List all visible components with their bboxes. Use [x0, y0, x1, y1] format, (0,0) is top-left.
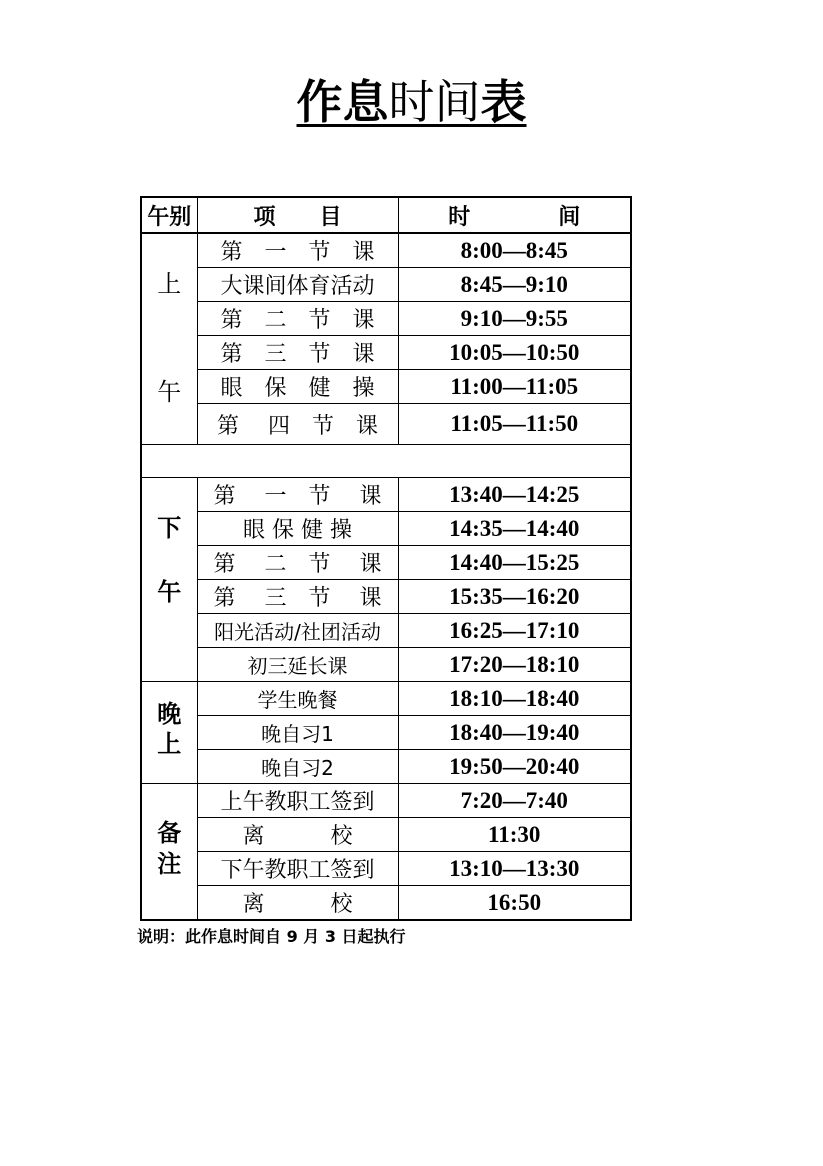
table-row	[141, 886, 631, 921]
period-char: 备	[157, 817, 182, 847]
table-row	[141, 268, 631, 302]
table-row	[141, 682, 631, 716]
schedule-table	[140, 196, 632, 921]
table-row	[141, 512, 631, 546]
table-row	[141, 818, 631, 852]
table-row	[141, 784, 631, 818]
table-row	[141, 580, 631, 614]
item-cell: 晚自习2	[197, 750, 398, 784]
header-period: 午别	[141, 197, 197, 233]
spacer-cell	[141, 445, 631, 478]
item-cell: 阳光活动/社团活动	[197, 614, 398, 648]
item-cell: 离 校	[197, 818, 398, 852]
page-title	[0, 72, 823, 132]
period-afternoon	[141, 478, 197, 682]
table-row	[141, 750, 631, 784]
time-cell: 13:10—13:30	[398, 852, 631, 886]
period-char: 午	[157, 576, 182, 606]
period-char: 下	[157, 512, 182, 542]
table-row	[141, 852, 631, 886]
time-cell: 7:20—7:40	[398, 784, 631, 818]
item-cell: 初三延长课	[197, 648, 398, 682]
item-cell: 第 三 节 课	[197, 580, 398, 614]
table-row	[141, 478, 631, 512]
period-char: 注	[157, 848, 182, 878]
period-char: 晚	[157, 698, 182, 728]
time-cell: 14:35—14:40	[398, 512, 631, 546]
table-row	[141, 648, 631, 682]
time-cell: 11:00—11:05	[398, 370, 631, 404]
item-cell: 第 一 节 课	[197, 478, 398, 512]
header-row	[141, 197, 631, 233]
table-row	[141, 716, 631, 750]
table-row	[141, 546, 631, 580]
table-row	[141, 370, 631, 404]
period-notes	[141, 784, 197, 921]
item-cell: 第 一 节 课	[197, 233, 398, 268]
time-cell: 19:50—20:40	[398, 750, 631, 784]
item-cell: 下午教职工签到	[197, 852, 398, 886]
spacer-row	[141, 445, 631, 478]
time-cell: 11:05—11:50	[398, 404, 631, 445]
period-char: 午	[157, 378, 182, 406]
time-cell: 18:40—19:40	[398, 716, 631, 750]
time-cell: 14:40—15:25	[398, 546, 631, 580]
item-cell: 晚自习1	[197, 716, 398, 750]
period-char: 上	[157, 728, 182, 758]
table-row	[141, 336, 631, 370]
table-row	[141, 302, 631, 336]
item-cell: 离 校	[197, 886, 398, 921]
footer-note: 说明：此作息时间自 9 月 3 日起执行	[137, 927, 406, 946]
item-cell: 大课间体育活动	[197, 268, 398, 302]
period-morning	[141, 233, 197, 445]
title-part-2: 时间	[388, 75, 481, 129]
title-part-3: 表	[480, 75, 527, 129]
time-cell: 13:40—14:25	[398, 478, 631, 512]
item-cell: 第 四 节 课	[197, 404, 398, 445]
table-row	[141, 233, 631, 268]
time-cell: 15:35—16:20	[398, 580, 631, 614]
item-cell: 眼 保 健 操	[197, 370, 398, 404]
title-part-1: 作息	[296, 75, 389, 129]
table-row	[141, 614, 631, 648]
table-row	[141, 404, 631, 445]
item-cell: 学生晚餐	[197, 682, 398, 716]
period-char: 上	[157, 270, 182, 299]
item-cell: 上午教职工签到	[197, 784, 398, 818]
time-cell: 16:50	[398, 886, 631, 921]
period-evening	[141, 682, 197, 784]
time-cell: 11:30	[398, 818, 631, 852]
time-cell: 9:10—9:55	[398, 302, 631, 336]
item-cell: 第 二 节 课	[197, 546, 398, 580]
time-cell: 8:45—9:10	[398, 268, 631, 302]
time-cell: 17:20—18:10	[398, 648, 631, 682]
time-cell: 10:05—10:50	[398, 336, 631, 370]
time-cell: 16:25—17:10	[398, 614, 631, 648]
header-item: 项 目	[197, 197, 398, 233]
time-cell: 18:10—18:40	[398, 682, 631, 716]
header-time: 时 间	[398, 197, 631, 233]
item-cell: 眼 保 健 操	[197, 512, 398, 546]
item-cell: 第 二 节 课	[197, 302, 398, 336]
time-cell: 8:00—8:45	[398, 233, 631, 268]
item-cell: 第 三 节 课	[197, 336, 398, 370]
